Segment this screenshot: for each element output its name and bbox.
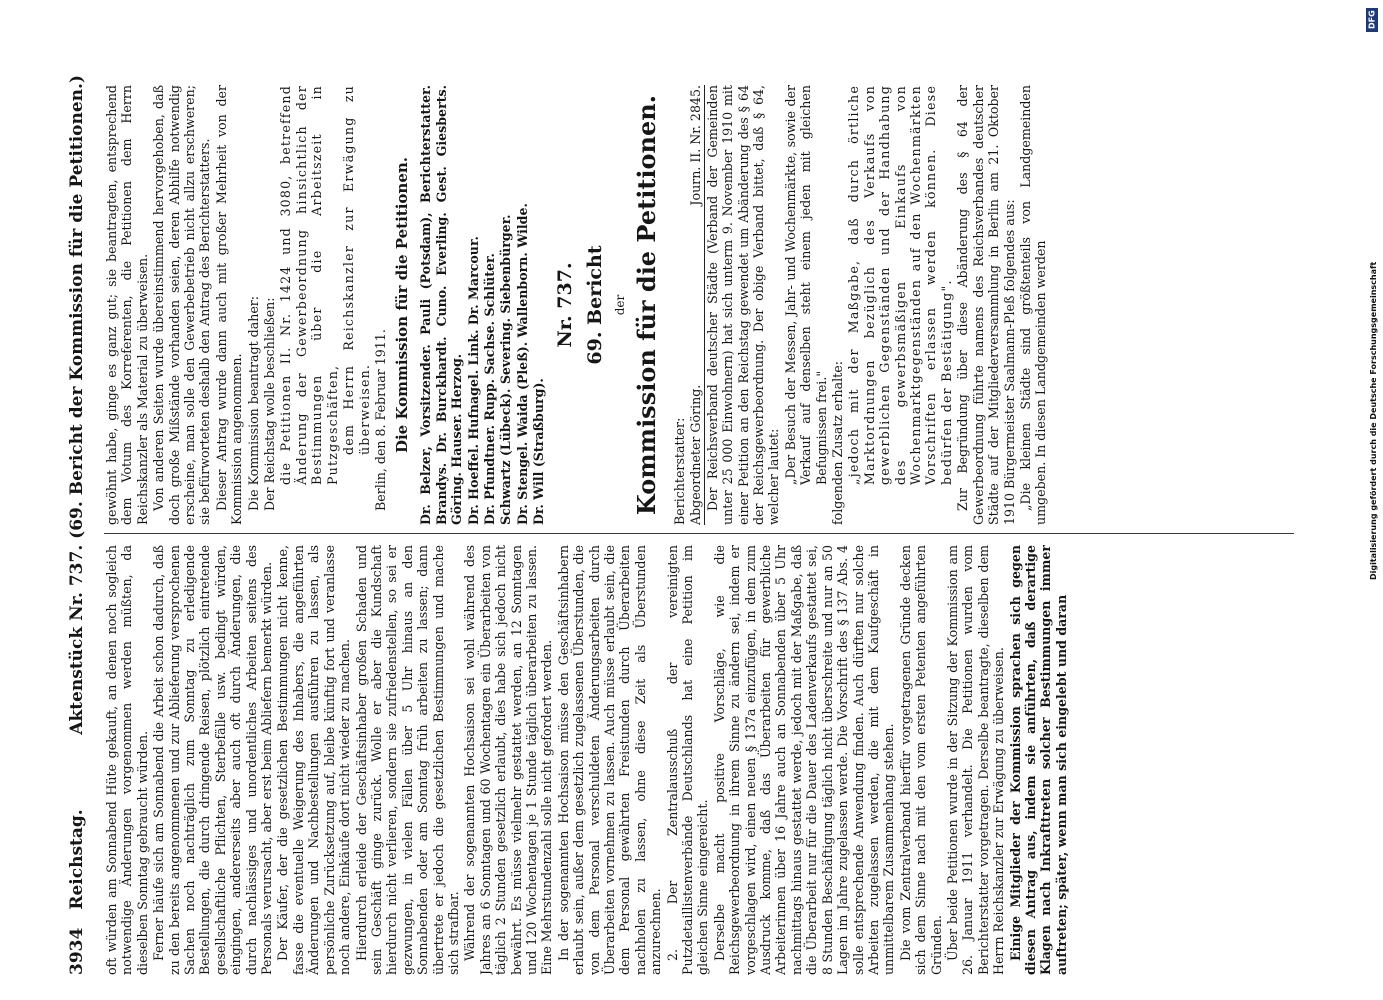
quoted-addition: „jedoch mit der Maßgabe, daß durch örtliche Marktordnungen bezüglich des Verkaufs von gewerblichen Gegenständen und der Handhabung des gewerbsmäßigen Einkaufs von Wochenmarktgegenständen auf den Wochenmärkten Vorschriften erlassen werden können. Diese bedürfen der Bestätigung".	[846, 85, 954, 485]
member-line: Dr. Pfundtner. Rupp. Sachse. Schlüter.	[481, 253, 497, 525]
left-paragraph: oft würden am Sonnabend Hüte gekauft, an denen noch sogleich notwendige Änderungen vorgenommen werden müßten, da dieselben Sonntag gebraucht würden.	[104, 545, 150, 975]
reporter-name: Abgeordneter Göring.	[688, 384, 704, 525]
column-divider	[104, 533, 1294, 534]
left-paragraph: In der sogenannten Hochsaison müsse den Geschäftsinhabern erlaubt sein, außer dem gesetzlich zugelassenen Überstunden, die von dem Personal verschuldeten Änderungsarbeiten durch Überarbeiten vornehmen zu lassen. Auch müsse erlaubt sein, die dem Personal gewährten Freistunden durch Überarbeiten nachholen zu lassen, ohne diese Zeit als Überstunden anzurechnen.	[555, 545, 664, 975]
right-column	[104, 85, 1294, 525]
quoted-law: „Der Besuch der Messen, Jahr- und Wochenmärkte, sowie der Verkauf auf denselben steht einem jeden mit gleichen Befugnissen frei."	[782, 85, 829, 485]
member-line: Dr. Will (Straßburg).	[531, 378, 547, 525]
header-left	[67, 809, 87, 975]
left-paragraph: Ferner häufe sich am Sonnabend die Arbeit schon dadurch, daß zu den bereits angenommenen und zur Ablieferung versprochenen Sachen noch nachträglich zum Sonntag zu erledigende Bestellungen, die durch dringende Reisen, plötzlich eintretende gesellschaftliche Pflichten, Sterbefälle usw. bedingt würden, eingingen, andererseits aber auch oft durch Änderungen, die durch nachlässiges und unordentliches Arbeiten seitens des Personals verursacht, aber erst beim Abliefern bemerkt würden.	[151, 545, 275, 975]
date-line: Berlin, den 8. Februar 1911.	[372, 329, 388, 511]
left-column	[104, 545, 1294, 975]
right-body-paragraph: Zur Begründung über diese Abänderung des § 64 der Gewerbeordnung führte namens des Reichsverbandes deutscher Städte auf der Mitgliederversammlung in Berlin am 21. Oktober 1910 Bürgermeister Saalmann-Pleß folgendes aus:	[955, 85, 1017, 525]
digitization-credit: Digitalisierung gefördert durch die Deutsche Forschungsgemeinschaft	[1369, 261, 1378, 580]
dfg-logo: DFG	[1366, 8, 1378, 32]
page-header	[60, 75, 94, 975]
left-paragraph: 2. Der Zentralausschuß der vereinigten Putzdetaillistenverbände Deutschlands hat eine Petition im gleichen Sinne eingereicht.	[664, 545, 711, 975]
right-paragraph: Dieser Antrag wurde dann auch mit großer Mehrheit von der Kommission angenommen.	[213, 85, 245, 525]
report-title: 69. Bericht	[583, 245, 606, 365]
report-der: der	[612, 294, 627, 316]
journal-number: Journ. II. Nr. 2845.	[688, 85, 704, 206]
right-body-paragraph: „Die kleinen Städte sind größtenteils von Landgemeinden umgeben. In diesen Landgemeinden werden	[1017, 85, 1049, 525]
header-left-title: Reichstag.	[67, 809, 87, 910]
report-subtitle: Kommission für die Petitionen.	[631, 94, 661, 516]
left-paragraph: Derselbe macht positive Vorschläge, wie die Reichsgewerbeordnung in ihrem Sinne zu ändern sei, indem er vorgeschlagen wird, einen neuen § 137a einzufügen, in dem zum Ausdruck komme, daß das Überarbeiten für gewerbliche Arbeiterinnen über 16 Jahre auch an Sonnabenden über 5 Uhr nachmittags hinaus gestattet werde, jedoch mit der Maßgabe, daß die Überarbeit nur für die Dauer des Ladenverkaufs gestattet sei, 8 Stunden Beschäftigung täglich nicht überschreite und nur an 50 Lagen im Jahre zugelassen werde. Die Vorschrift des § 137 Abs. 4 solle entsprechende Anwendung finden. Auch dürften nur solche Arbeiten zugelassen werden, die mit dem Kaufgeschäft in unmittelbarem Zusammenhang stehen.	[711, 545, 897, 975]
left-paragraph: Über beide Petitionen wurde in der Sitzung der Kommission am 26. Januar 1911 verhandelt. Die Petitionen wurden vom Berichterstatter vorgetragen. Derselbe beantragte, dieselben dem Herrn Reichskanzler zur Erwägung zu überweisen.	[944, 545, 1007, 975]
member-line: Dr. Hoeffel. Hufnagel. Link. Dr. Marcour.	[465, 236, 481, 525]
left-paragraph: Einige Mitglieder der Kommission sprachen sich gegen diesen Antrag aus, indem sie anführten, daß derartige Klagen nach Inkrafttreten solcher Bestimmungen immer auftreten; später, wenn man sich eingelebt und daran	[1007, 545, 1069, 975]
document-number: Nr. 737.	[553, 262, 576, 348]
commission-heading: Die Kommission für die Petitionen.	[393, 156, 412, 454]
reporter-row	[688, 85, 704, 525]
right-paragraph: Der Reichstag wolle beschließen:	[262, 297, 278, 511]
right-body-paragraph: Der Reichsverband deutscher Städte (Verband der Gemeinden unter 25 000 Einwohnern) hat sich unterm 9. November 1910 mit einer Petition an den Reichstag gewendet um Abänderung des § 64 der Reichsgewerbeordnung. Der obige Verband bittet, daß § 64, welcher lautet:	[704, 85, 782, 525]
right-paragraph: gewöhnt habe, ginge es ganz gut; sie beantragten, entsprechend dem Votum des Korreferenten, die Petitionen dem Herrn Reichskanzler als Material zu überweisen.	[104, 85, 150, 525]
left-paragraph: Während der sogenannten Hochsaison sei wohl während des Jahres an 6 Sonntagen und 60 Wochentagen ein Überarbeiten von täglich 2 Stunden gesetzlich erlaubt, dies habe sich jedoch nicht bewährt. Es müsse vielmehr gestattet werden, an 12 Sonntagen und 120 Wochentagen je 1 Stunde täglich überarbeiten zu lassen. Eine Mehrstundenzahl solle nicht gefordert werden.	[462, 545, 555, 975]
resolution-transfer: dem Herrn Reichskanzler zur Erwägung zu überweisen.	[341, 85, 372, 455]
left-paragraph: Hierdurch erleide der Geschäftsinhaber großen Schaden und sein Geschäft ginge zurück. Wolle er aber die Kundschaft hierdurch nicht verlieren, sondern sie zufriedenstellen, so sei er gezwungen, in vielen Fällen über 5 Uhr hinaus an den Sonnabenden oder am Sonntag früh arbeiten zu lassen; dann übertrete er jedoch die gesetzlichen Bestimmungen und mache sich strafbar.	[353, 545, 461, 975]
left-paragraph: Die vom Zentralverband hierfür vorgetragenen Gründe decken sich dem Sinne nach mit den vom ersten Petenten angeführten Gründen.	[897, 545, 944, 975]
right-body-paragraph: folgenden Zusatz erhalte:	[830, 361, 846, 525]
text-columns	[104, 75, 1294, 975]
reporter-label: Berichterstatter:	[671, 417, 687, 525]
resolution-text: die Petitionen II. Nr. 1424 und 3080, betreffend Änderung der Gewerbeordnung hinsichtlich der Bestimmungen über die Arbeitszeit in Putzgeschäften,	[278, 85, 340, 485]
left-paragraph: Der Käufer, der die gesetzlichen Bestimmungen nicht kenne, fasse die eventuelle Weigerung des Inhabers, die angeführten Änderungen und Nachbestellungen ausführen zu lassen, als persönliche Zurücksetzung auf, bleibe künftig fort und veranlasse noch andere, Einkäufe dort nicht wieder zu machen.	[275, 545, 353, 975]
member-line: Dr. Belzer, Vorsitzender. Pauli (Potsdam), Berichterstatter. Brandys. Dr. Burckhardt. Cuno. Everling. Gest. Giesberts. Göring. Hauser. Herzog.	[418, 85, 465, 525]
right-paragraph: Die Kommission beantragt daher:	[245, 295, 261, 511]
header-right-title: Aktenstück Nr. 737. (69. Bericht der Kommission für die Petitionen.)	[67, 75, 87, 735]
page-number: 3934	[67, 927, 87, 975]
right-paragraph: Von anderen Seiten wurde übereinstimmend hervorgehoben, daß doch große Mißstände vorhanden seien, deren Abhilfe notwendig erscheine, man solle den Gewerbebetrieb nicht allzu erschweren; sie befürworteten deshalb den Antrag des Berichterstatters.	[151, 85, 213, 525]
rotated-sheet	[60, 75, 1300, 975]
member-line: Schwartz (Lübeck). Severing. Siebenbürger.	[498, 214, 514, 525]
member-line: Dr. Stengel. Waida (Pleß). Wallenborn. Wilde.	[514, 203, 530, 525]
